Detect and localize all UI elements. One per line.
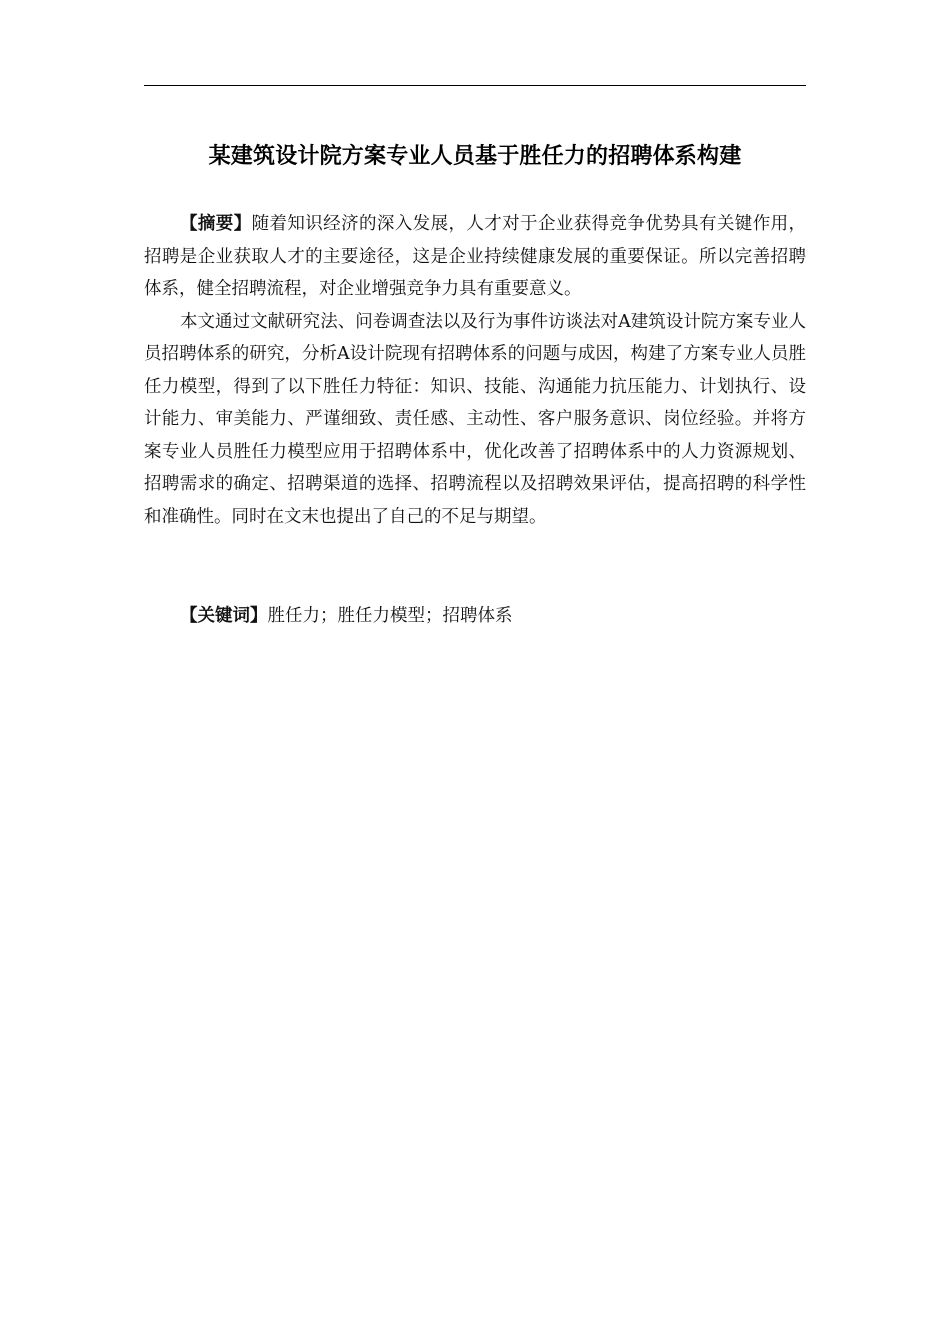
keywords-section: [144, 600, 806, 633]
keywords-text: 胜任力；胜任力模型；招聘体系: [267, 606, 513, 626]
abstract-paragraph-1: [144, 208, 806, 306]
paper-title: 某建筑设计院方案专业人员基于胜任力的招聘体系构建: [208, 144, 742, 169]
abstract-text-1: 随着知识经济的深入发展，人才对于企业获得竞争优势具有关键作用，招聘是企业获取人才的主要途径，这是企业持续健康发展的重要保证。所以完善招聘体系，健全招聘流程，对企业增强竞争力具有重要意义。: [144, 214, 807, 299]
abstract-text-2: 本文通过文献研究法、问卷调查法以及行为事件访谈法对A建筑设计院方案专业人员招聘体系的研究，分析A设计院现有招聘体系的问题与成因，构建了方案专业人员胜任力模型，得到了以下胜任力特征：知识、技能、沟通能力抗压能力、计划执行、设计能力、审美能力、严谨细致、责任感、主动性、客户服务意识、岗位经验。并将方案专业人员胜任力模型应用于招聘体系中，优化改善了招聘体系中的人力资源规划、招聘需求的确定、招聘渠道的选择、招聘流程以及招聘效果评估，提高招聘的科学性和准确性。同时在文末也提出了自己的不足与期望。: [144, 311, 806, 527]
abstract-label: 【摘要】: [180, 214, 252, 234]
abstract-paragraph-2: [144, 306, 806, 534]
header-rule: [144, 85, 806, 86]
keywords-paragraph: [144, 600, 806, 633]
keywords-label: 【关键词】: [180, 606, 268, 626]
abstract-section: [144, 208, 806, 533]
